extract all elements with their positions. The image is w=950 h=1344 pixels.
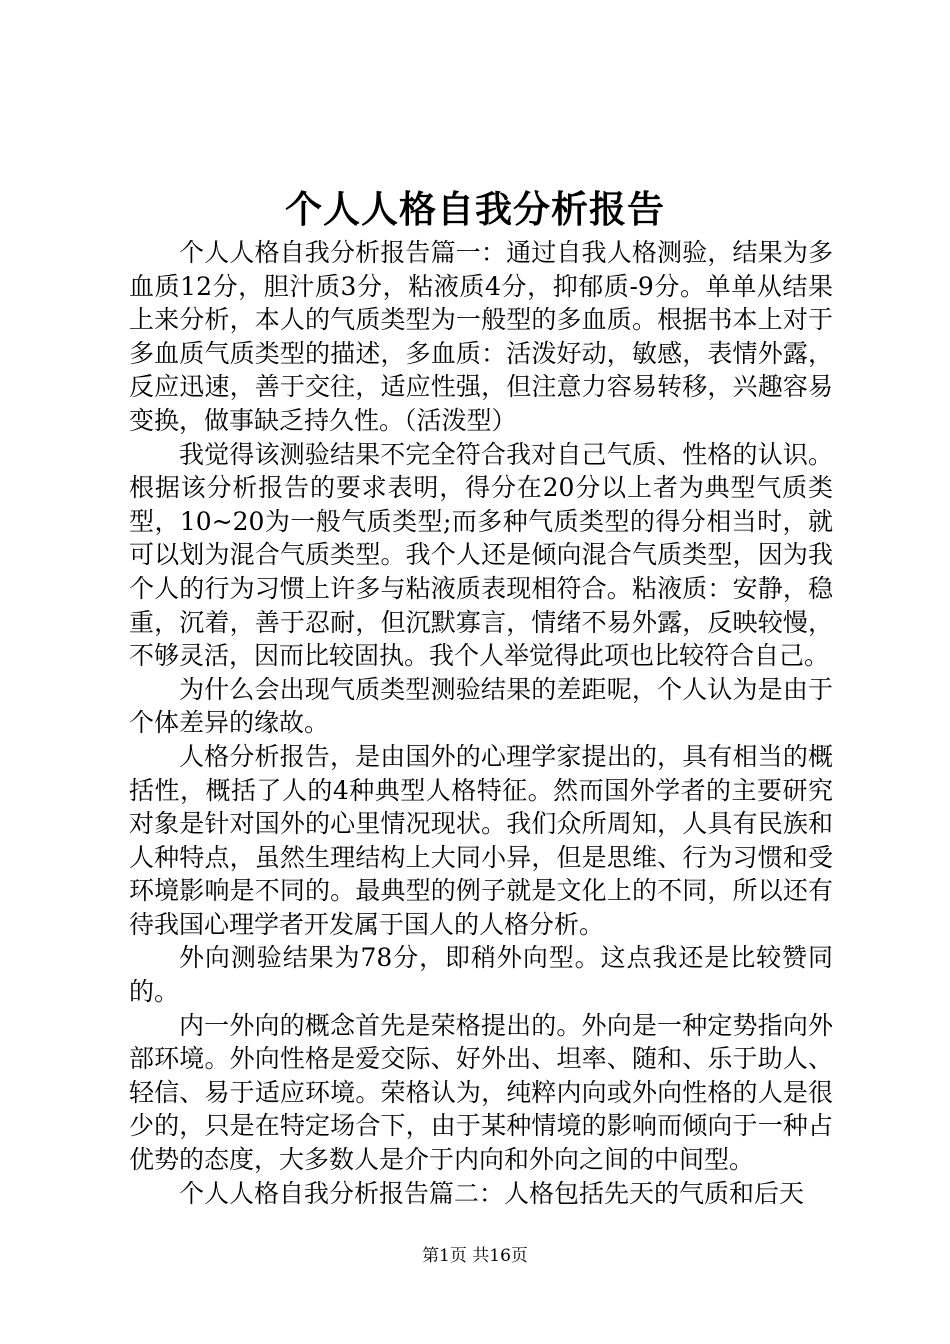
paragraph: 个人人格自我分析报告篇一：通过自我人格测验，结果为多血质12分，胆汁质3分，粘液质4分，抑郁质-9分。单单从结果上来分析，本人的气质类型为一般型的多血质。根据书本上对于多血质气质类型的描述，多血质：活泼好动，敏感，表情外露，反应迅速，善于交往，适应性强，但注意力容易转移，兴趣容易变换，做事缺乏持久性。（活泼型） bbox=[129, 238, 833, 435]
document-title: 个人人格自我分析报告 bbox=[285, 187, 665, 231]
paragraph: 外向测验结果为78分，即稍外向型。这点我还是比较赞同的。 bbox=[129, 943, 833, 1007]
paragraph: 人格分析报告，是由国外的心理学家提出的，具有相当的概括性，概括了人的4种典型人格特征。然而国外学者的主要研究对象是针对国外的心里情况现状。我们众所周知，人具有民族和人种特点，虽然生理结构上大同小异，但是思维、行为习惯和受环境影响是不同的。最典型的例子就是文化上的不同，所以还有待我国心理学者开发属于国人的人格分析。 bbox=[129, 741, 833, 939]
paragraph: 我觉得该测验结果不完全符合我对自己气质、性格的认识。根据该分析报告的要求表明，得分在20分以上者为典型气质类型，10~20为一般气质类型;而多种气质类型的得分相当时，就可以划为混合气质类型。我个人还是倾向混合气质类型，因为我个人的行为习惯上许多与粘液质表现相符合。粘液质：安静，稳重，沉着，善于忍耐，但沉默寡言，情绪不易外露，反映较慢，不够灵活，因而比较固执。我个人举觉得此项也比较符合自己。 bbox=[129, 439, 833, 671]
page-footer: 第1页 共16页 bbox=[422, 1246, 528, 1266]
document-body bbox=[129, 236, 833, 1210]
paragraph: 为什么会出现气质类型测验结果的差距呢，个人认为是由于个体差异的缘故。 bbox=[129, 674, 833, 738]
paragraph: 个人人格自我分析报告篇二：人格包括先天的气质和后天 bbox=[179, 1178, 805, 1208]
paragraph: 内一外向的概念首先是荣格提出的。外向是一种定势指向外部环境。外向性格是爱交际、好外出、坦率、随和、乐于助人、轻信、易于适应环境。荣格认为，纯粹内向或外向性格的人是很少的，只是在特定场合下，由于某种情境的影响而倾向于一种占优势的态度，大多数人是介于内向和外向之间的中间型。 bbox=[129, 1010, 833, 1175]
